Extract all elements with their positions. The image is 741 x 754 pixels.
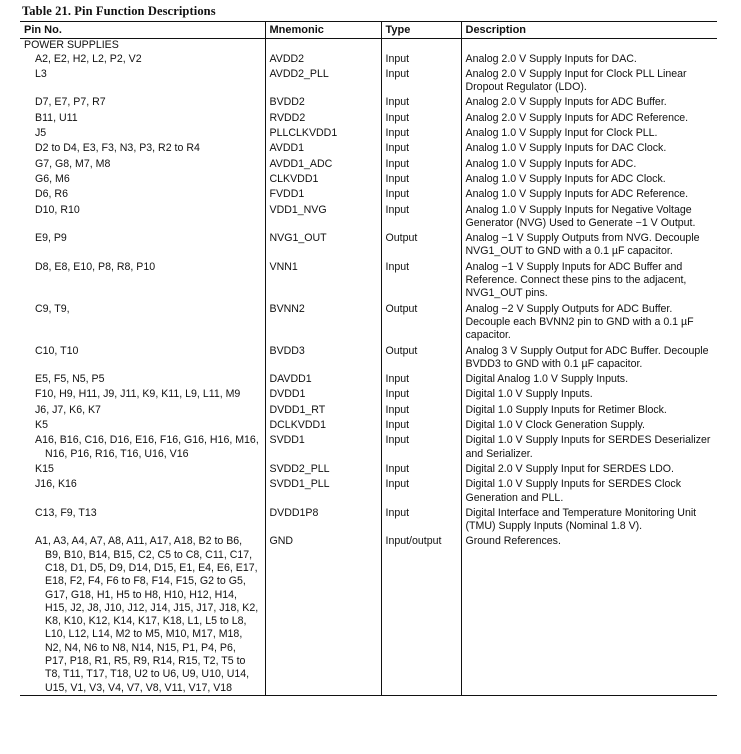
pin-list: A16, B16, C16, D16, E16, F16, G16, H16, M16, N16, P16, R16, T16, U16, V16 — [35, 434, 259, 460]
table-row — [20, 156, 717, 171]
table-row — [20, 230, 717, 259]
description-cell: Digital 1.0 V Supply Inputs. — [461, 386, 717, 401]
mnemonic-cell: BVDD2 — [265, 94, 381, 109]
description-cell: Analog −1 V Supply Outputs from NVG. Decouple NVG1_OUT to GND with a 0.1 µF capacitor. — [461, 230, 717, 259]
pin-list: C13, F9, T13 — [35, 506, 97, 519]
pin-cell — [20, 202, 265, 231]
pin-list: D7, E7, P7, R7 — [35, 96, 106, 109]
pin-cell — [20, 386, 265, 401]
type-cell: Input — [381, 386, 461, 401]
table-row — [20, 386, 717, 401]
pin-cell — [20, 476, 265, 505]
description-cell: Ground References. — [461, 533, 717, 695]
pin-cell — [20, 343, 265, 372]
description-cell: Analog 1.0 V Supply Inputs for ADC. — [461, 156, 717, 171]
pin-cell — [20, 53, 265, 66]
pin-cell — [20, 186, 265, 201]
table-row — [20, 53, 717, 66]
pin-list: J6, J7, K6, K7 — [35, 403, 101, 416]
pin-cell — [20, 432, 265, 461]
mnemonic-cell: DAVDD1 — [265, 371, 381, 386]
pin-list: J5 — [35, 127, 47, 140]
header-type: Type — [381, 22, 461, 39]
mnemonic-cell: AVDD2_PLL — [265, 66, 381, 95]
mnemonic-cell: BVNN2 — [265, 301, 381, 343]
table-row — [20, 125, 717, 140]
mnemonic-cell: SVDD1_PLL — [265, 476, 381, 505]
type-cell: Input — [381, 186, 461, 201]
description-cell: Analog 1.0 V Supply Input for Clock PLL. — [461, 125, 717, 140]
pin-cell — [20, 417, 265, 432]
description-cell: Analog 3 V Supply Output for ADC Buffer. Decouple BVDD3 to GND with 0.1 µF capacitor. — [461, 343, 717, 372]
pin-list: D2 to D4, E3, F3, N3, P3, R2 to R4 — [35, 142, 200, 155]
table-row — [20, 259, 717, 301]
pin-list: D8, E8, E10, P8, R8, P10 — [35, 260, 156, 273]
table-row — [20, 533, 717, 695]
pin-list: E9, P9 — [35, 232, 67, 245]
mnemonic-cell: AVDD1 — [265, 140, 381, 155]
description-cell: Analog 1.0 V Supply Inputs for DAC Clock. — [461, 140, 717, 155]
table-row — [20, 301, 717, 343]
type-cell: Input — [381, 94, 461, 109]
description-cell: Digital 1.0 V Supply Inputs for SERDES Deserializer and Serializer. — [461, 432, 717, 461]
type-cell: Input — [381, 53, 461, 66]
type-cell: Input — [381, 505, 461, 534]
table-row — [20, 505, 717, 534]
mnemonic-cell: DCLKVDD1 — [265, 417, 381, 432]
pin-cell — [20, 156, 265, 171]
type-cell: Input — [381, 202, 461, 231]
pin-list: E5, F5, N5, P5 — [35, 373, 105, 386]
section-label: POWER SUPPLIES — [24, 39, 119, 52]
type-cell: Output — [381, 343, 461, 372]
type-cell: Input — [381, 125, 461, 140]
pin-cell — [20, 301, 265, 343]
mnemonic-cell: SVDD2_PLL — [265, 461, 381, 476]
description-cell: Digital 1.0 V Clock Generation Supply. — [461, 417, 717, 432]
description-cell: Analog 1.0 V Supply Inputs for Negative Voltage Generator (NVG) Used to Generate −1 V Output. — [461, 202, 717, 231]
pin-cell — [20, 230, 265, 259]
mnemonic-cell: DVDD1_RT — [265, 402, 381, 417]
type-cell: Output — [381, 301, 461, 343]
pin-cell — [20, 371, 265, 386]
description-cell: Digital Analog 1.0 V Supply Inputs. — [461, 371, 717, 386]
mnemonic-cell: GND — [265, 533, 381, 695]
type-cell: Input — [381, 402, 461, 417]
header-description: Description — [461, 22, 717, 39]
pin-cell — [20, 140, 265, 155]
pin-cell — [20, 461, 265, 476]
description-cell: Analog 2.0 V Supply Inputs for ADC Reference. — [461, 110, 717, 125]
mnemonic-cell: RVDD2 — [265, 110, 381, 125]
header-pin-no: Pin No. — [20, 22, 265, 39]
table-row — [20, 417, 717, 432]
pin-list: B11, U11 — [35, 111, 78, 124]
pin-cell — [20, 533, 265, 695]
pin-list: F10, H9, H11, J9, J11, K9, K11, L9, L11, M9 — [35, 388, 241, 401]
pin-cell — [20, 125, 265, 140]
pin-list: A1, A3, A4, A7, A8, A11, A17, A18, B2 to B6, B9, B10, B14, B15, C2, C5 to C8, C11, C17, C18, D1, D5, D9, D14, D15, E1, E4, E6, E17, E18, F2, F4, F6 to F8, F14, F15, G2 to G5, G17, G18, H1, H5 to H8, H10, H12, H14, H15, J2, J8, J10, J12, J14, J15, J17, J18, K2, K8, K10, K12, K14, K17, K18, L1, L5 to L8, L10, L12, L14, M2 to M5, M10, M17, M18, N2, N4, N6 to N8, N14, N15, P1, P4, P6, P17, P18, R1, R5, R9, R14, R15, T2, T5 to T8, T11, T17, T18, U2 to U6, U9, U10, U14, U15, V1, V3, V4, V7, V8, V11, V17, V18 — [35, 535, 259, 694]
pin-list: K5 — [35, 419, 48, 432]
type-cell: Input — [381, 432, 461, 461]
mnemonic-cell: CLKVDD1 — [265, 171, 381, 186]
table-title: Table 21. Pin Function Descriptions — [22, 4, 216, 18]
type-cell: Input — [381, 66, 461, 95]
pin-cell — [20, 259, 265, 301]
table-row — [20, 140, 717, 155]
description-cell: Digital 1.0 Supply Inputs for Retimer Block. — [461, 402, 717, 417]
table-row — [20, 171, 717, 186]
pin-cell — [20, 110, 265, 125]
type-cell: Input — [381, 371, 461, 386]
table-row — [20, 94, 717, 109]
type-cell: Input — [381, 476, 461, 505]
description-cell: Digital Interface and Temperature Monitoring Unit (TMU) Supply Inputs (Nominal 1.8 V). — [461, 505, 717, 534]
pin-cell — [20, 94, 265, 109]
mnemonic-cell: VNN1 — [265, 259, 381, 301]
table-header-row — [20, 22, 717, 39]
table-row — [20, 343, 717, 372]
type-cell: Input — [381, 171, 461, 186]
pin-list: D10, R10 — [35, 203, 80, 216]
mnemonic-cell: PLLCLKVDD1 — [265, 125, 381, 140]
description-cell: Analog 2.0 V Supply Input for Clock PLL Linear Dropout Regulator (LDO). — [461, 66, 717, 95]
table-row — [20, 110, 717, 125]
mnemonic-cell: VDD1_NVG — [265, 202, 381, 231]
pin-list: C9, T9, — [35, 302, 70, 315]
pin-cell — [20, 402, 265, 417]
pin-list: G6, M6 — [35, 172, 70, 185]
description-cell: Analog −1 V Supply Inputs for ADC Buffer and Reference. Connect these pins to the adjacent, NVG1_OUT pins. — [461, 259, 717, 301]
mnemonic-cell: FVDD1 — [265, 186, 381, 201]
header-mnemonic: Mnemonic — [265, 22, 381, 39]
pin-function-table — [20, 21, 717, 696]
table-row — [20, 461, 717, 476]
type-cell: Input/output — [381, 533, 461, 695]
type-cell: Input — [381, 156, 461, 171]
description-cell: Analog 1.0 V Supply Inputs for ADC Clock. — [461, 171, 717, 186]
mnemonic-cell: AVDD2 — [265, 53, 381, 66]
description-cell: Analog −2 V Supply Outputs for ADC Buffer. Decouple each BVNN2 pin to GND with a 0.1 µF capacitor. — [461, 301, 717, 343]
description-cell: Analog 1.0 V Supply Inputs for ADC Reference. — [461, 186, 717, 201]
description-cell: Digital 1.0 V Supply Inputs for SERDES Clock Generation and PLL. — [461, 476, 717, 505]
table-row — [20, 66, 717, 95]
mnemonic-cell: NVG1_OUT — [265, 230, 381, 259]
table-row — [20, 476, 717, 505]
pin-list: J16, K16 — [35, 478, 77, 491]
mnemonic-cell: BVDD3 — [265, 343, 381, 372]
type-cell: Input — [381, 110, 461, 125]
table-row — [20, 402, 717, 417]
type-cell: Input — [381, 461, 461, 476]
pin-cell — [20, 171, 265, 186]
table-row — [20, 371, 717, 386]
description-cell: Analog 2.0 V Supply Inputs for DAC. — [461, 53, 717, 66]
description-cell: Analog 2.0 V Supply Inputs for ADC Buffer. — [461, 94, 717, 109]
type-cell: Input — [381, 140, 461, 155]
mnemonic-cell: AVDD1_ADC — [265, 156, 381, 171]
pin-list: K15 — [35, 462, 54, 475]
table-row — [20, 432, 717, 461]
description-cell: Digital 2.0 V Supply Input for SERDES LDO. — [461, 461, 717, 476]
mnemonic-cell: SVDD1 — [265, 432, 381, 461]
mnemonic-cell: DVDD1 — [265, 386, 381, 401]
section-row — [20, 39, 717, 53]
pin-list: C10, T10 — [35, 344, 79, 357]
pin-list: L3 — [35, 67, 47, 80]
pin-cell — [20, 66, 265, 95]
type-cell: Output — [381, 230, 461, 259]
mnemonic-cell: DVDD1P8 — [265, 505, 381, 534]
pin-list: A2, E2, H2, L2, P2, V2 — [35, 52, 142, 65]
pin-cell — [20, 505, 265, 534]
pin-list: D6, R6 — [35, 188, 68, 201]
table-row — [20, 202, 717, 231]
type-cell: Input — [381, 259, 461, 301]
table-row — [20, 186, 717, 201]
type-cell: Input — [381, 417, 461, 432]
pin-list: G7, G8, M7, M8 — [35, 157, 111, 170]
